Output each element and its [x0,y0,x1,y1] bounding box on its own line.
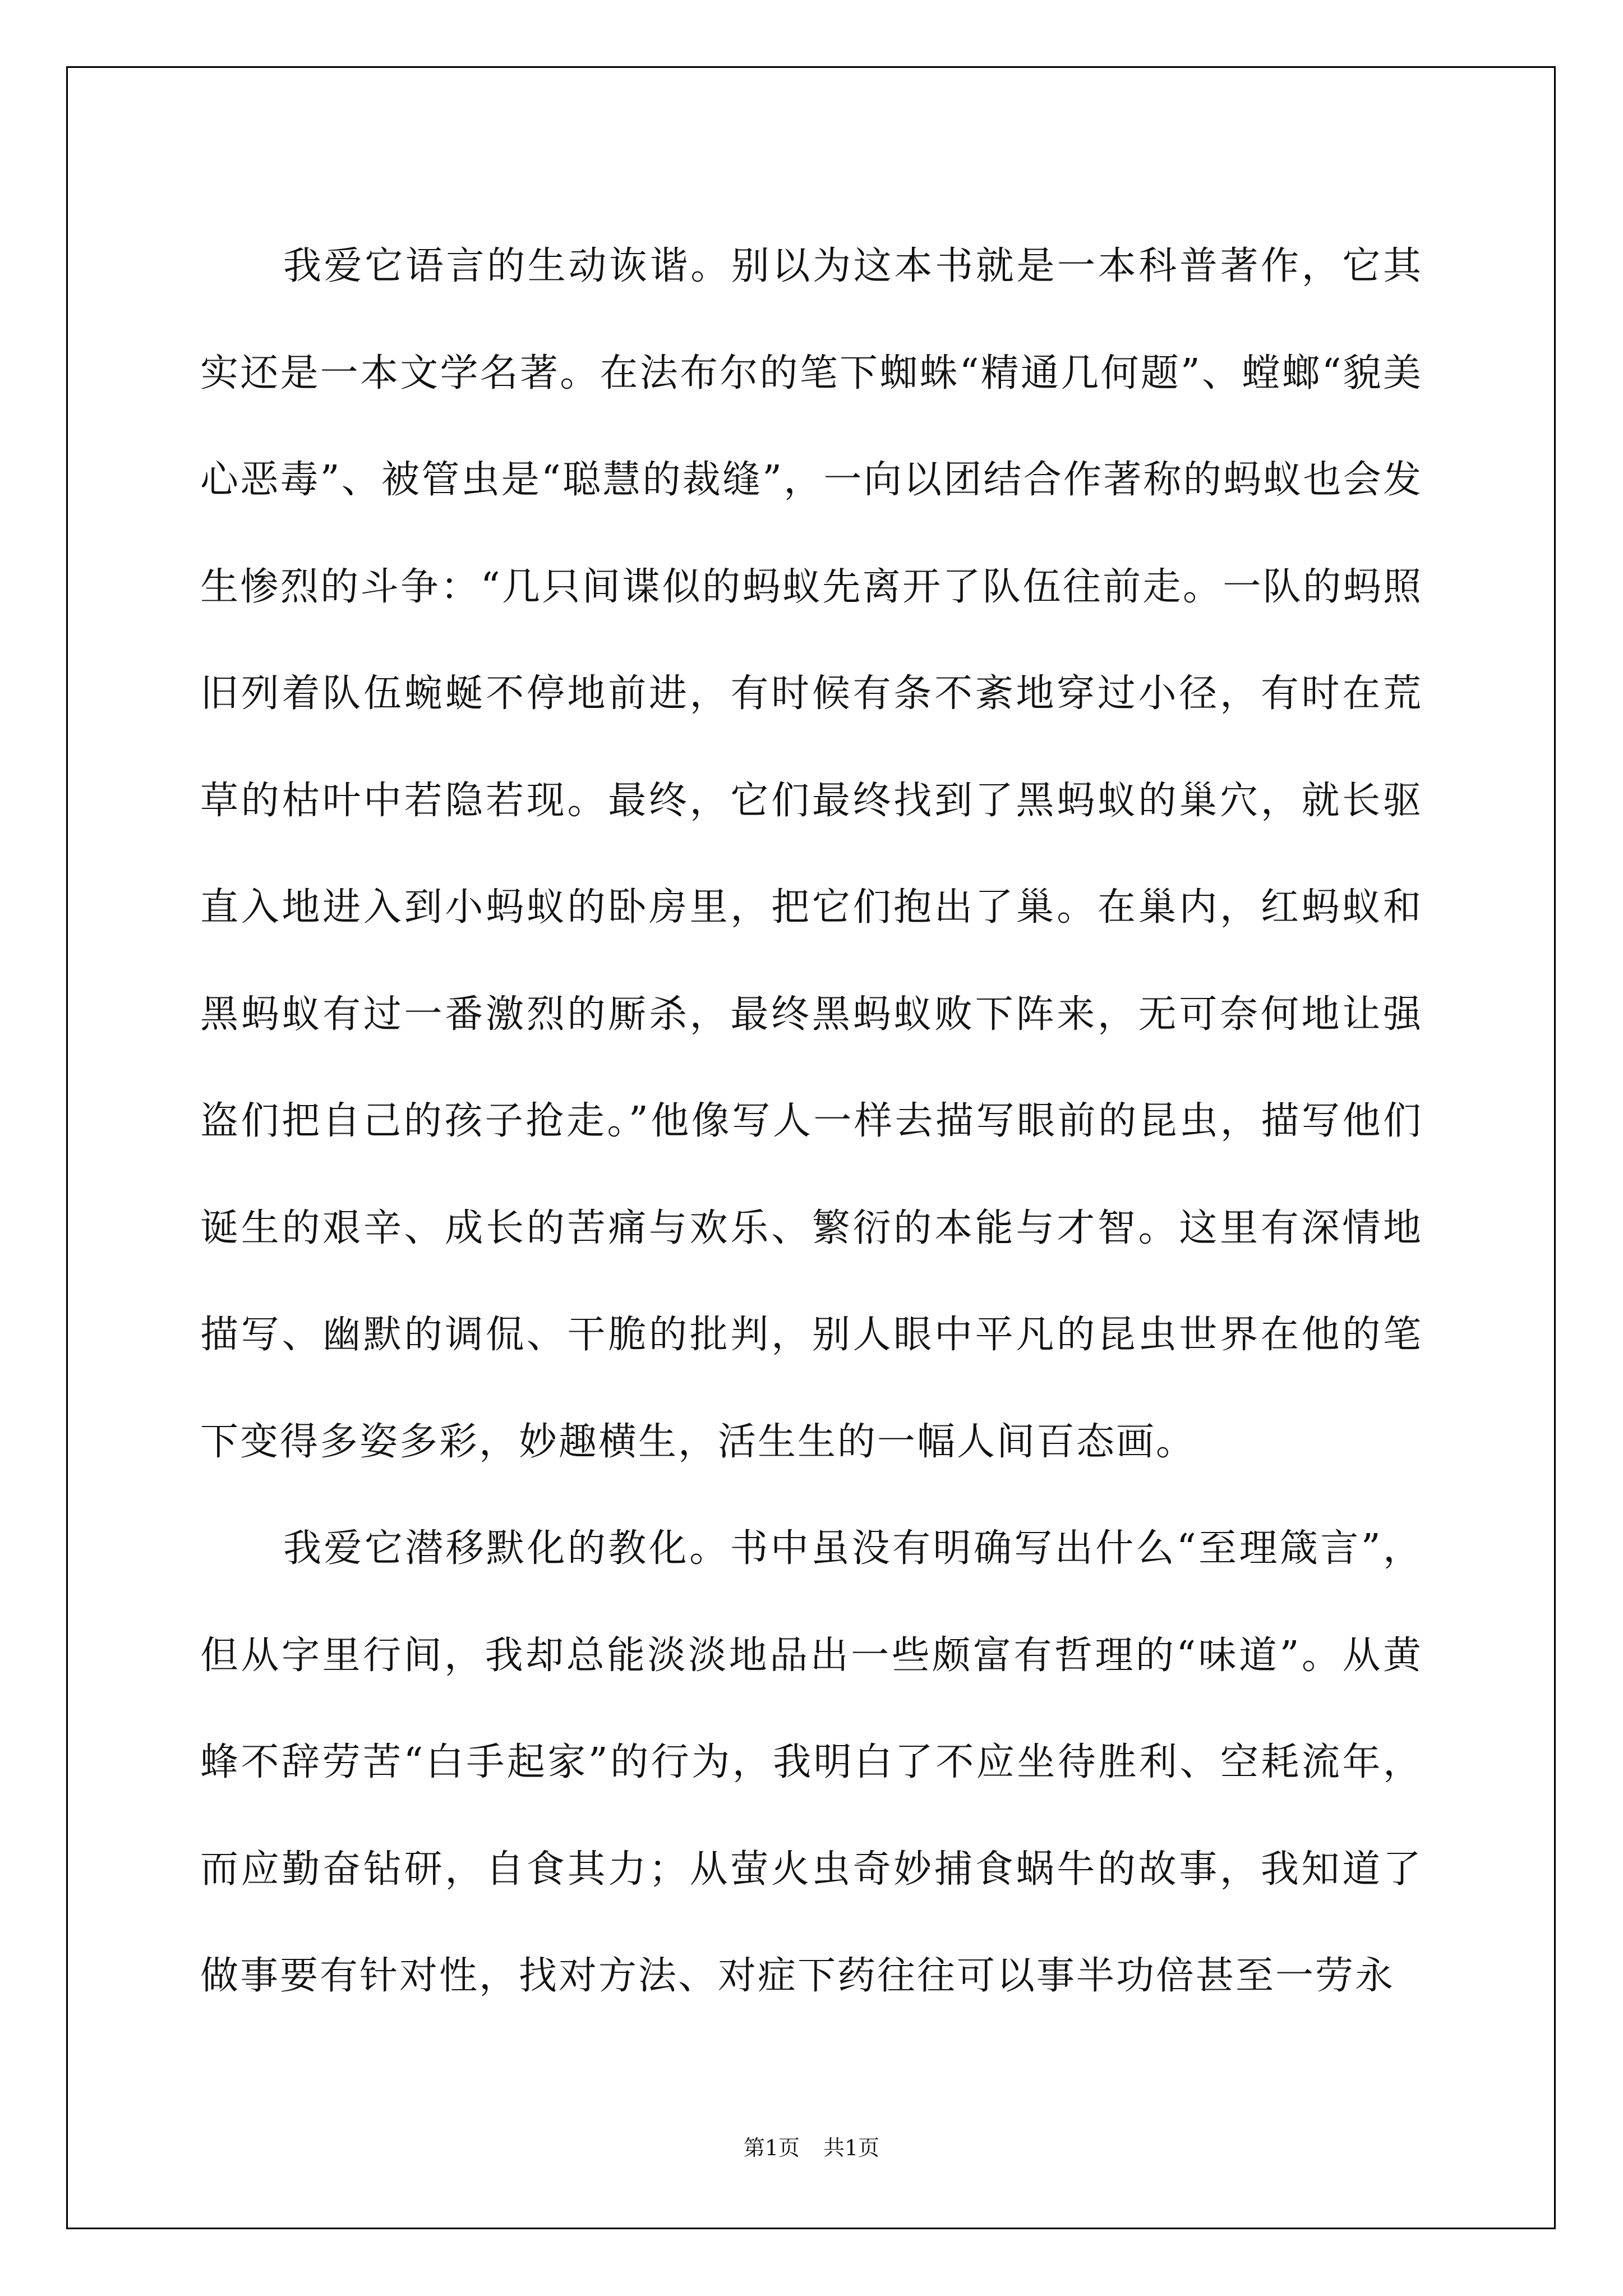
paragraph-2: 我爱它潜移默化的教化。书中虽没有明确写出什么“至理箴言”，但从字里行间，我却总能淡淡地品出一些颇富有哲理的“味道”。从黄蜂不辞劳苦“白手起家”的行为，我明白了不应坐待胜利、空耗流年，而应勤奋钻研，自食其力；从萤火虫奇妙捕食蜗牛的故事，我知道了做事要有针对性，找对方法、对症下药往往可以事半功倍甚至一劳永 [200,1526,1423,1998]
document-body [200,213,1423,2030]
page-number: 第1页 [743,2136,800,2160]
page-total: 共1页 [823,2136,880,2160]
page-footer [0,2134,1623,2161]
paragraph-1: 我爱它语言的生动诙谐。别以为这本书就是一本科普著作，它其实还是一本文学名著。在法布尔的笔下蜘蛛“精通几何题”、螳螂“貌美心恶毒”、被管虫是“聪慧的裁缝”，一向以团结合作著称的蚂蚁也会发生惨烈的斗争：“几只间谍似的蚂蚁先离开了队伍往前走。一队的蚂照旧列着队伍蜿蜒不停地前进，有时候有条不紊地穿过小径，有时在荒草的枯叶中若隐若现。最终，它们最终找到了黑蚂蚁的巢穴，就长驱直入地进入到小蚂蚁的卧房里，把它们抱出了巢。在巢内，红蚂蚁和黑蚂蚁有过一番激烈的厮杀，最终黑蚂蚁败下阵来，无可奈何地让强盗们把自己的孩子抢走。”他像写人一样去描写眼前的昆虫，描写他们诞生的艰辛、成长的苦痛与欢乐、繁衍的本能与才智。这里有深情地描写、幽默的调侃、干脆的批判，别人眼中平凡的昆虫世界在他的笔下变得多姿多彩，妙趣横生，活生生的一幅人间百态画。 [200,244,1423,1464]
